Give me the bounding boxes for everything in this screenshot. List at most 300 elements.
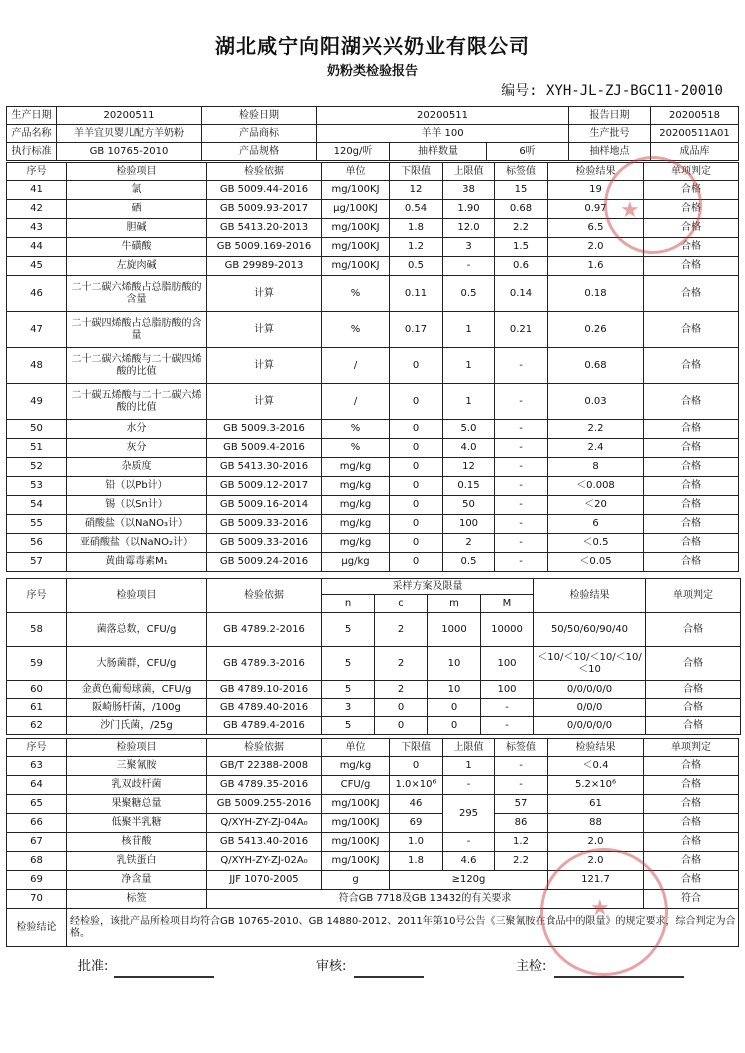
table-cell: 合格 xyxy=(646,613,741,647)
table-cell: 5.2×10⁶ xyxy=(548,776,644,795)
table-cell: 50/50/60/90/40 xyxy=(534,613,646,647)
report-date: 20200518 xyxy=(651,107,739,125)
table-cell: - xyxy=(495,439,548,458)
table-cell: 合格 xyxy=(644,200,739,219)
table-cell: 8 xyxy=(548,458,644,477)
table-cell: 46 xyxy=(390,795,443,814)
table-cell: 亚硝酸盐（以NaNO₂计） xyxy=(67,534,207,553)
batch: 20200511A01 xyxy=(651,125,739,143)
table-cell: ＜0.05 xyxy=(548,553,644,572)
table-cell: 57 xyxy=(495,795,548,814)
table-cell: GB 5413.30-2016 xyxy=(207,458,322,477)
table-cell: ＜0.008 xyxy=(548,477,644,496)
table-cell: 5 xyxy=(322,613,375,647)
table-cell: 0 xyxy=(390,384,443,420)
table-cell: mg/100KJ xyxy=(322,219,390,238)
table-row xyxy=(7,458,739,477)
table-cell: 12.0 xyxy=(443,219,495,238)
table-cell: 符合 xyxy=(644,890,739,909)
table-cell: - xyxy=(495,384,548,420)
table-cell: 50 xyxy=(443,496,495,515)
table-cell: 计算 xyxy=(207,348,322,384)
table-cell: 铅（以Pb计） xyxy=(67,477,207,496)
table-cell: 5 xyxy=(322,717,375,735)
table-cell: 0 xyxy=(390,458,443,477)
table-cell: 3 xyxy=(443,238,495,257)
table-cell: 合格 xyxy=(644,534,739,553)
table-cell: 二十二碳六烯酸占总脂肪酸的含量 xyxy=(67,276,207,312)
table-row xyxy=(7,312,739,348)
table-cell: 52 xyxy=(7,458,67,477)
table-cell: 60 xyxy=(7,681,67,699)
table-cell: 0 xyxy=(390,515,443,534)
table-cell: 10000 xyxy=(481,613,534,647)
table-cell: - xyxy=(495,515,548,534)
table-cell: 0 xyxy=(390,534,443,553)
table-row xyxy=(7,257,739,276)
table-cell: 58 xyxy=(7,613,67,647)
table-cell: 灰分 xyxy=(67,439,207,458)
table-row xyxy=(7,681,741,699)
table-cell: 19 xyxy=(548,181,644,200)
table-cell: 43 xyxy=(7,219,67,238)
table-cell: 左旋肉碱 xyxy=(67,257,207,276)
table-row xyxy=(7,757,739,776)
table-cell: 2 xyxy=(443,534,495,553)
document-number: 编号: XYH-JL-ZJ-BGC11-20010 xyxy=(501,83,723,99)
table-cell: GB 5009.4-2016 xyxy=(207,439,322,458)
column-header: 检验结果 xyxy=(548,739,644,757)
table-cell: 61 xyxy=(7,699,67,717)
table-row xyxy=(7,717,741,735)
table-cell: 合格 xyxy=(644,458,739,477)
table-cell: 1.5 xyxy=(495,238,548,257)
table-cell: 2.2 xyxy=(548,420,644,439)
table-cell: 0 xyxy=(390,477,443,496)
table-cell: 15 xyxy=(495,181,548,200)
table-cell: GB 4789.35-2016 xyxy=(207,776,322,795)
table-row xyxy=(7,699,741,717)
table-cell: % xyxy=(322,420,390,439)
table-row xyxy=(7,613,741,647)
table-row xyxy=(7,348,739,384)
table-cell: 0.5 xyxy=(443,553,495,572)
table-cell: Q/XYH-ZY-ZJ-02A₀ xyxy=(207,852,322,871)
table-cell: 0 xyxy=(428,699,481,717)
table-cell: 47 xyxy=(7,312,67,348)
table-cell: 70 xyxy=(7,890,67,909)
table-cell: - xyxy=(495,458,548,477)
table-cell: GB 5009.3-2016 xyxy=(207,420,322,439)
table-cell: ＜20 xyxy=(548,496,644,515)
table-cell: 53 xyxy=(7,477,67,496)
table-cell: 12 xyxy=(390,181,443,200)
table-cell: - xyxy=(495,776,548,795)
label-requirement: 符合GB 7718及GB 13432的有关要求 xyxy=(207,890,644,909)
table-row xyxy=(7,833,739,852)
table-cell: 2.4 xyxy=(548,439,644,458)
table-cell: 黄曲霉毒素M₁ xyxy=(67,553,207,572)
table-cell: 42 xyxy=(7,200,67,219)
table-cell: 1.2 xyxy=(495,833,548,852)
column-header: 标签值 xyxy=(495,739,548,757)
table-cell: - xyxy=(495,348,548,384)
column-header: m xyxy=(428,595,481,613)
table-cell: GB 5009.16-2014 xyxy=(207,496,322,515)
table-cell: ＜0.4 xyxy=(548,757,644,776)
table-cell: 金黄色葡萄球菌，CFU/g xyxy=(67,681,207,699)
column-header: 下限值 xyxy=(390,163,443,181)
table-cell: ＜10/＜10/＜10/＜10/＜10 xyxy=(534,647,646,681)
table-cell: 合格 xyxy=(644,238,739,257)
table-cell: 1.8 xyxy=(390,219,443,238)
table-cell: 0/0/0/0/0 xyxy=(534,681,646,699)
column-header: 序号 xyxy=(7,163,67,181)
table-cell: 68 xyxy=(7,852,67,871)
table-cell: 6.5 xyxy=(548,219,644,238)
table-cell: 2.0 xyxy=(548,833,644,852)
table-cell: GB 5009.93-2017 xyxy=(207,200,322,219)
table-cell: 2.0 xyxy=(548,238,644,257)
table-cell: 合格 xyxy=(646,647,741,681)
table-cell: 100 xyxy=(481,681,534,699)
table-cell: 合格 xyxy=(644,871,739,890)
table-cell: 0.68 xyxy=(548,348,644,384)
table-cell: GB 4789.10-2016 xyxy=(207,681,322,699)
table-cell: 1000 xyxy=(428,613,481,647)
table-cell: μg/100KJ xyxy=(322,200,390,219)
table-cell: 295 xyxy=(443,795,495,833)
column-header: 下限值 xyxy=(390,739,443,757)
company-name: 湖北咸宁向阳湖兴兴奶业有限公司 xyxy=(215,34,530,58)
table-cell: 2.0 xyxy=(548,852,644,871)
table-cell: 5 xyxy=(322,681,375,699)
report-date-label: 报告日期 xyxy=(569,107,651,125)
table-cell: 0.68 xyxy=(495,200,548,219)
table-cell: - xyxy=(443,257,495,276)
table-cell: 46 xyxy=(7,276,67,312)
table-cell: 合格 xyxy=(644,553,739,572)
table-cell: 0 xyxy=(390,757,443,776)
table-cell: 1.2 xyxy=(390,238,443,257)
table-cell: 硝酸盐（以NaNO₃计） xyxy=(67,515,207,534)
table-cell: 0.18 xyxy=(548,276,644,312)
table-cell: 0/0/0 xyxy=(534,699,646,717)
table-cell: 合格 xyxy=(644,776,739,795)
table-cell: 0 xyxy=(390,496,443,515)
table-cell: GB 29989-2013 xyxy=(207,257,322,276)
table-cell: 5 xyxy=(322,647,375,681)
table-cell: 合格 xyxy=(644,833,739,852)
table-cell: 核苷酸 xyxy=(67,833,207,852)
table-cell: 合格 xyxy=(644,420,739,439)
table-cell: 0.5 xyxy=(443,276,495,312)
table-cell: g xyxy=(322,871,390,890)
table-cell: mg/100KJ xyxy=(322,795,390,814)
table-cell: 合格 xyxy=(644,439,739,458)
spec: 120g/听 xyxy=(317,143,390,161)
table-cell: mg/100KJ xyxy=(322,852,390,871)
table-row xyxy=(7,739,739,757)
table-cell: 合格 xyxy=(644,348,739,384)
table-cell: 1 xyxy=(443,348,495,384)
sample-place-label: 抽样地点 xyxy=(569,143,651,161)
table-cell: 1 xyxy=(443,384,495,420)
table-cell: / xyxy=(322,384,390,420)
table-cell: 0 xyxy=(428,717,481,735)
table-cell: - xyxy=(481,699,534,717)
table-cell: 菌落总数，CFU/g xyxy=(67,613,207,647)
table-cell: 氯 xyxy=(67,181,207,200)
table-cell: ＜0.5 xyxy=(548,534,644,553)
table-cell: JJF 1070-2005 xyxy=(207,871,322,890)
prod-date-label: 生产日期 xyxy=(7,107,57,125)
inspector-signature xyxy=(554,950,684,978)
table-cell: 计算 xyxy=(207,276,322,312)
table-cell: - xyxy=(481,717,534,735)
table-cell: GB 5009.169-2016 xyxy=(207,238,322,257)
table-cell: 10 xyxy=(428,647,481,681)
table-cell: 1.0 xyxy=(390,833,443,852)
table-cell: 阪崎肠杆菌，/100g xyxy=(67,699,207,717)
conclusion-text: 经检验，该批产品所检项目均符合GB 10765-2010、GB 14880-2012、2011年第10号公告《三聚氰胺在食品中的限量》的规定要求，综合判定为合格。 xyxy=(67,909,739,947)
table-cell: GB 4789.2-2016 xyxy=(207,613,322,647)
table-cell: 合格 xyxy=(644,496,739,515)
table-cell: 0 xyxy=(390,348,443,384)
table-cell: 二十碳五烯酸与二十二碳六烯酸的比值 xyxy=(67,384,207,420)
table-cell: 48 xyxy=(7,348,67,384)
table-cell: - xyxy=(495,553,548,572)
table-cell: GB 4789.4-2016 xyxy=(207,717,322,735)
table-cell: % xyxy=(322,276,390,312)
table-cell: 66 xyxy=(7,814,67,833)
table-cell: Q/XYH-ZY-ZJ-04A₀ xyxy=(207,814,322,833)
table-cell: 标签 xyxy=(67,890,207,909)
table-cell: 51 xyxy=(7,439,67,458)
table-cell: 硒 xyxy=(67,200,207,219)
table-cell: 88 xyxy=(548,814,644,833)
table-cell: 0.6 xyxy=(495,257,548,276)
table-cell: 0.14 xyxy=(495,276,548,312)
table-cell: GB 5413.20-2013 xyxy=(207,219,322,238)
table-cell: GB 5413.40-2016 xyxy=(207,833,322,852)
column-header: 序号 xyxy=(7,739,67,757)
table-cell: 计算 xyxy=(207,384,322,420)
column-header: 检验依据 xyxy=(207,163,322,181)
table-row xyxy=(7,647,741,681)
table-cell: 1.90 xyxy=(443,200,495,219)
column-header: M xyxy=(481,595,534,613)
table-cell: 2.2 xyxy=(495,852,548,871)
table-cell: 5.0 xyxy=(443,420,495,439)
table-cell: % xyxy=(322,312,390,348)
table-cell: 2 xyxy=(375,681,428,699)
table-cell: mg/kg xyxy=(322,534,390,553)
table-cell: 沙门氏菌，/25g xyxy=(67,717,207,735)
table-cell: mg/kg xyxy=(322,458,390,477)
table-cell: 杂质度 xyxy=(67,458,207,477)
table-cell: 57 xyxy=(7,553,67,572)
table-cell: GB 4789.40-2016 xyxy=(207,699,322,717)
table-cell: - xyxy=(495,496,548,515)
table-cell: 合格 xyxy=(646,681,741,699)
table-row xyxy=(7,384,739,420)
table-cell: 41 xyxy=(7,181,67,200)
table-cell: 1.0×10⁶ xyxy=(390,776,443,795)
table-cell: 3 xyxy=(322,699,375,717)
table-cell: 牛磺酸 xyxy=(67,238,207,257)
table-cell: 0 xyxy=(390,553,443,572)
column-header: c xyxy=(375,595,428,613)
table-cell: 0/0/0/0/0 xyxy=(534,717,646,735)
table-cell: 低聚半乳糖 xyxy=(67,814,207,833)
table-row xyxy=(7,579,741,595)
table-cell: 65 xyxy=(7,795,67,814)
table-cell: 56 xyxy=(7,534,67,553)
seal-star-icon: ★ xyxy=(590,896,610,921)
table-cell: - xyxy=(495,420,548,439)
reviewer-signature xyxy=(354,950,424,978)
column-header: 检验项目 xyxy=(67,579,207,613)
sample-place: 成品库 xyxy=(651,143,739,161)
column-header: 检验结果 xyxy=(534,579,646,613)
table-cell: 50 xyxy=(7,420,67,439)
table-cell: 锡（以Sn计） xyxy=(67,496,207,515)
standard-label: 执行标准 xyxy=(7,143,57,161)
table-cell: mg/kg xyxy=(322,757,390,776)
table-row xyxy=(7,515,739,534)
table-cell: GB 5009.24-2016 xyxy=(207,553,322,572)
table-cell: 合格 xyxy=(644,257,739,276)
table-cell: 38 xyxy=(443,181,495,200)
column-header: 检验项目 xyxy=(67,163,207,181)
table-cell: 67 xyxy=(7,833,67,852)
table-cell: 59 xyxy=(7,647,67,681)
brand: 羊羊 100 xyxy=(317,125,569,143)
table-cell: 三聚氰胺 xyxy=(67,757,207,776)
table-cell: 合格 xyxy=(644,384,739,420)
table-cell: 121.7 xyxy=(548,871,644,890)
review-label: 审核: xyxy=(316,959,347,974)
sample-qty: 6听 xyxy=(487,143,569,161)
sample-qty-label: 抽样数量 xyxy=(390,143,487,161)
table-cell: 100 xyxy=(481,647,534,681)
table-row xyxy=(7,553,739,572)
table-row xyxy=(7,795,739,814)
table-cell: mg/100KJ xyxy=(322,833,390,852)
test-date-label: 检验日期 xyxy=(202,107,317,125)
column-header: 检验依据 xyxy=(207,739,322,757)
table-cell: 净含量 xyxy=(67,871,207,890)
approver-signature xyxy=(114,950,214,978)
column-header: 单位 xyxy=(322,739,390,757)
table-cell: % xyxy=(322,439,390,458)
table-cell: 合格 xyxy=(644,814,739,833)
standard: GB 10765-2010 xyxy=(57,143,202,161)
spec-label: 产品规格 xyxy=(202,143,317,161)
table-cell: 0 xyxy=(390,420,443,439)
table-cell: 1.6 xyxy=(548,257,644,276)
report-title: 奶粉类检验报告 xyxy=(326,64,418,79)
table-cell: 合格 xyxy=(644,795,739,814)
table-cell: - xyxy=(495,757,548,776)
micro-results-table xyxy=(6,578,741,735)
table-cell: 水分 xyxy=(67,420,207,439)
table-cell: μg/kg xyxy=(322,553,390,572)
table-cell: 合格 xyxy=(644,515,739,534)
table-cell: 1.8 xyxy=(390,852,443,871)
column-header: 上限值 xyxy=(443,739,495,757)
table-cell: GB 4789.3-2016 xyxy=(207,647,322,681)
table-cell: 0.54 xyxy=(390,200,443,219)
table-cell: mg/100KJ xyxy=(322,238,390,257)
table-cell: 合格 xyxy=(644,852,739,871)
table-cell: 0.15 xyxy=(443,477,495,496)
table-cell: mg/kg xyxy=(322,515,390,534)
table-row xyxy=(7,477,739,496)
table-cell: 1 xyxy=(443,757,495,776)
table-cell: 0.21 xyxy=(495,312,548,348)
table-cell: 0.5 xyxy=(390,257,443,276)
table-cell: 胆碱 xyxy=(67,219,207,238)
table-cell: 12 xyxy=(443,458,495,477)
info-table xyxy=(6,106,739,161)
column-header: 单位 xyxy=(322,163,390,181)
test-date: 20200511 xyxy=(317,107,569,125)
table-cell: GB 5009.33-2016 xyxy=(207,515,322,534)
table-cell: mg/kg xyxy=(322,477,390,496)
column-header: 检验结果 xyxy=(548,163,644,181)
column-header: n xyxy=(322,595,375,613)
table-cell: - xyxy=(495,477,548,496)
table-cell: 合格 xyxy=(646,699,741,717)
table-cell: 100 xyxy=(443,515,495,534)
table-cell: 54 xyxy=(7,496,67,515)
table-cell: 2.2 xyxy=(495,219,548,238)
table-cell: 二十二碳六烯酸与二十碳四烯酸的比值 xyxy=(67,348,207,384)
table-cell: 45 xyxy=(7,257,67,276)
table-cell: 69 xyxy=(7,871,67,890)
table-cell: 2 xyxy=(375,647,428,681)
column-header: 单项判定 xyxy=(646,579,741,613)
table-cell: 0.97 xyxy=(548,200,644,219)
table-cell: 合格 xyxy=(644,312,739,348)
table-cell: 44 xyxy=(7,238,67,257)
table-cell: 0 xyxy=(375,717,428,735)
column-header: 采样方案及限量 xyxy=(322,579,534,595)
table-cell: 4.0 xyxy=(443,439,495,458)
table-cell: 0 xyxy=(375,699,428,717)
inspector-label: 主检: xyxy=(516,959,547,974)
table-cell: / xyxy=(322,348,390,384)
column-header: 检验项目 xyxy=(67,739,207,757)
table-cell: 合格 xyxy=(644,757,739,776)
table-cell: - xyxy=(443,833,495,852)
table-cell: 10 xyxy=(428,681,481,699)
table-cell: GB 5009.12-2017 xyxy=(207,477,322,496)
table-cell: 0.03 xyxy=(548,384,644,420)
table-cell: 1 xyxy=(443,312,495,348)
product-name: 羊羊宜贝婴儿配方羊奶粉 xyxy=(57,125,202,143)
table-cell: 二十碳四烯酸占总脂肪酸的含量 xyxy=(67,312,207,348)
column-header: 单项判定 xyxy=(644,739,739,757)
table-cell: 乳双歧杆菌 xyxy=(67,776,207,795)
table-cell: 0.26 xyxy=(548,312,644,348)
column-header: 序号 xyxy=(7,579,67,613)
table-row xyxy=(7,534,739,553)
table-cell: 合格 xyxy=(644,477,739,496)
table-cell: 4.6 xyxy=(443,852,495,871)
